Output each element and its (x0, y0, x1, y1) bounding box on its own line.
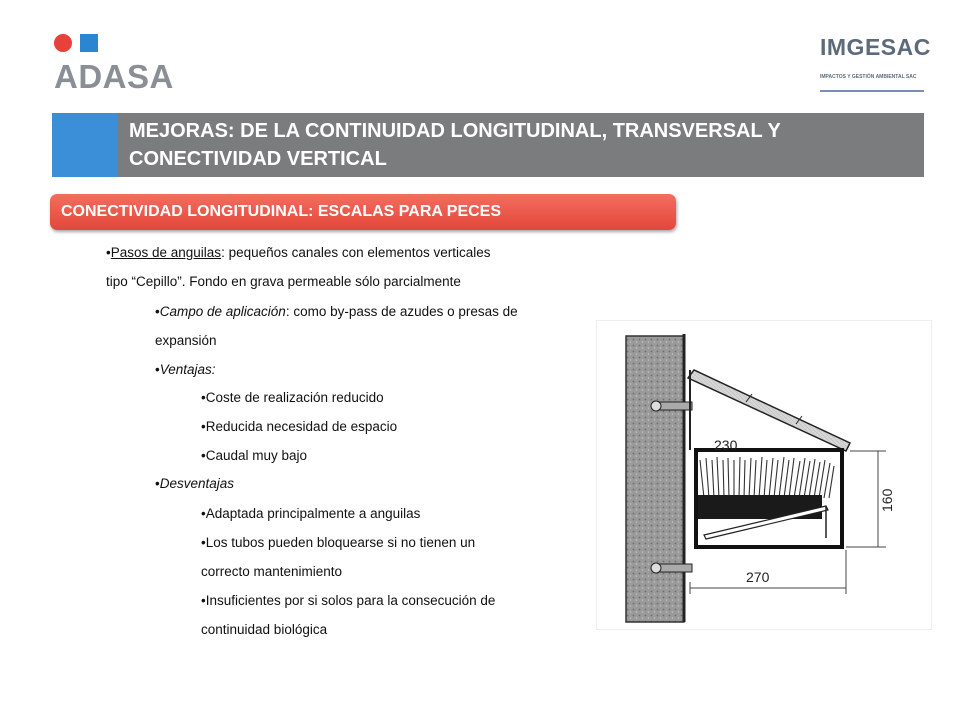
eel-pass-diagram (596, 320, 932, 630)
pasos-desc: : pequeños canales con elementos verticales (221, 245, 491, 260)
desventaja-item-text: Los tubos pueden bloquearse si no tienen un (205, 535, 476, 550)
bullet-ventajas: •Ventajas: (155, 362, 216, 377)
desventajas-label: Desventajas (159, 476, 235, 491)
ventaja-item-text: Reducida necesidad de espacio (205, 419, 398, 434)
section-header (50, 194, 676, 230)
desventaja-item-cont: correcto mantenimiento (201, 564, 343, 579)
title-bar (52, 113, 924, 177)
ventaja-item: •Coste de realización reducido (201, 390, 384, 405)
ventaja-item: •Caudal muy bajo (201, 448, 308, 463)
dimension-label-bottom: 270 (746, 569, 770, 585)
imgesac-logo-text: IMGESAC (820, 34, 931, 60)
desventaja-item: •Adaptada principalmente a anguilas (201, 506, 421, 521)
section-header-label: CONECTIVIDAD LONGITUDINAL: ESCALAS PARA PECES (61, 203, 502, 220)
eel-pass-drawing (596, 320, 932, 630)
imgesac-underline (820, 90, 924, 92)
ventaja-item: •Reducida necesidad de espacio (201, 419, 398, 434)
dimension-label-top: 230 (714, 437, 738, 453)
bullet-campo: •Campo de aplicación: como by-pass de azudes o presas de (155, 304, 518, 319)
dimension-label-height: 160 (879, 488, 895, 512)
concrete-wall (626, 336, 684, 622)
desventaja-item: •Los tubos pueden bloquearse si no tienen un (201, 535, 476, 550)
adasa-red-dot (54, 34, 72, 52)
adasa-blue-square (80, 34, 98, 52)
title-accent-block (52, 113, 118, 177)
ventaja-item-text: Caudal muy bajo (205, 448, 308, 463)
desventaja-item: •Insuficientes por si solos para la consecución de (201, 593, 496, 608)
adasa-logo-text: ADASA (54, 58, 174, 95)
imgesac-logo (820, 34, 930, 94)
desventaja-item-text: Adaptada principalmente a anguilas (205, 506, 421, 521)
bullet-desventajas: •Desventajas (155, 476, 235, 491)
campo-desc: : como by-pass de azudes o presas de (285, 304, 518, 319)
ventajas-label: Ventajas: (159, 362, 216, 377)
page-title: MEJORAS: DE LA CONTINUIDAD LONGITUDINAL, TRANSVERSAL Y CONECTIVIDAD VERTICAL (129, 120, 781, 170)
imgesac-tagline: IMPACTOS Y GESTIÓN AMBIENTAL SAC (820, 74, 917, 80)
pasos-term: Pasos de anguilas (110, 245, 222, 260)
bullet-pasos-cont: tipo “Cepillo”. Fondo en grava permeable sólo parcialmente (106, 274, 461, 289)
desventaja-item-cont: continuidad biológica (201, 622, 328, 637)
adasa-logo (54, 34, 174, 96)
ventaja-item-text: Coste de realización reducido (205, 390, 384, 405)
bullet-campo-cont: expansión (155, 333, 217, 348)
desventaja-item-text: Insuficientes por si solos para la consecución de (205, 593, 496, 608)
bullet-pasos: •Pasos de anguilas: pequeños canales con elementos verticales (106, 245, 491, 260)
campo-term: Campo de aplicación (159, 304, 286, 319)
